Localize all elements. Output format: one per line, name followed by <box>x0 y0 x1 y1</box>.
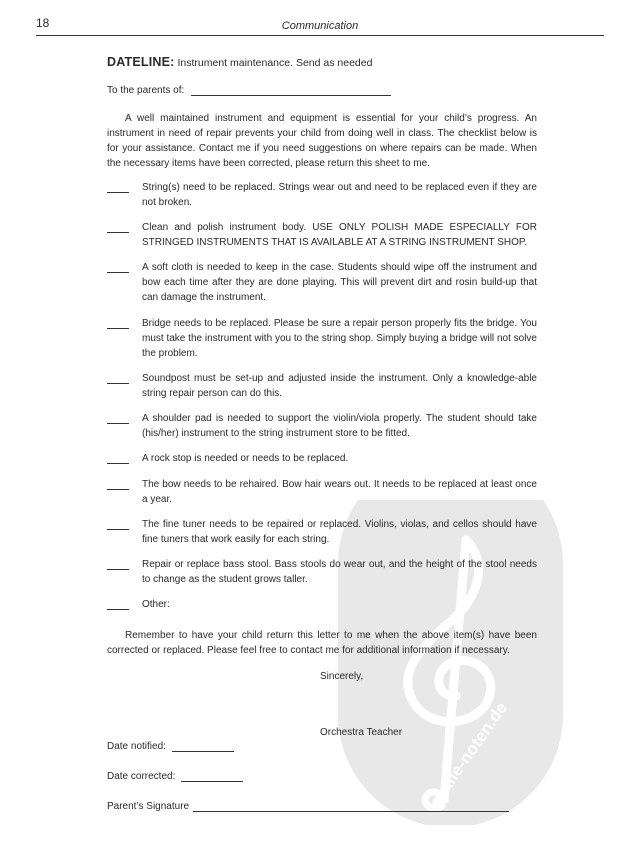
checkbox-blank-line[interactable] <box>107 569 129 570</box>
date-corrected-label: Date corrected: <box>107 771 176 782</box>
checklist-item-text: Repair or replace bass stool. Bass stools do wear out, and the height of the stool needs to change as the student grows taller. <box>142 559 537 585</box>
checkbox-blank-line[interactable] <box>107 328 129 329</box>
dateline-text: Instrument maintenance. Send as needed <box>177 57 373 69</box>
parent-signature-line[interactable] <box>193 801 509 812</box>
sincerely: Sincerely, <box>320 671 364 682</box>
checkbox-blank-line[interactable] <box>107 609 129 610</box>
date-notified-label: Date notified: <box>107 741 166 752</box>
checkbox-blank-line[interactable] <box>107 529 129 530</box>
checklist-item <box>107 477 537 507</box>
checkbox-blank-line[interactable] <box>107 463 129 464</box>
checklist-item-text: Bridge needs to be replaced. Please be sure a repair person properly fits the bridge. You must take the instrument with you to the string shop. Simply buying a bridge will not solve the problem. <box>142 318 537 359</box>
salutation <box>107 85 391 96</box>
date-notified-field <box>107 741 234 752</box>
checklist-item <box>107 597 537 612</box>
date-corrected-field <box>107 771 243 782</box>
checklist-item <box>107 557 537 587</box>
checkbox-blank-line[interactable] <box>107 272 129 273</box>
intro-paragraph: A well maintained instrument and equipment is essential for your child’s progress. An instrument in need of repair prevents your child from doing well in class. The checklist below is for your assistance. Contact me if you need suggestions on where repairs can be made. When the necessary items have been corrected, please return this sheet to me. <box>107 113 537 169</box>
running-head: Communication <box>281 20 359 32</box>
parent-signature-label: Parent’s Signature <box>107 801 190 812</box>
checklist-item-text: Soundpost must be set-up and adjusted inside the instrument. Only a knowledge-able string repair person can do this. <box>142 373 537 399</box>
watermark-logo <box>338 500 563 825</box>
checkbox-blank-line[interactable] <box>107 192 129 193</box>
checklist-item-text: The bow needs to be rehaired. Bow hair wears out. It needs to be replaced at least once a year. <box>142 479 537 505</box>
checkbox-blank-line[interactable] <box>107 423 129 424</box>
checklist-item <box>107 371 537 401</box>
page-number: 18 <box>36 16 50 30</box>
checklist-item-text: Other: <box>142 599 170 610</box>
checklist-item-text: Clean and polish instrument body. USE ONLY POLISH MADE ESPECIALLY FOR STRINGED INSTRUMENTS THAT IS AVAILABLE AT A STRING INSTRUMENT SHOP. <box>142 222 537 248</box>
salutation-label: To the parents of: <box>107 85 185 96</box>
checklist-item <box>107 180 537 210</box>
dateline <box>107 55 372 69</box>
checklist-item-text: A rock stop is needed or needs to be replaced. <box>142 453 349 464</box>
checklist-item <box>107 411 537 441</box>
checkbox-blank-line[interactable] <box>107 489 129 490</box>
checklist-item <box>107 451 537 466</box>
checklist-item-text: String(s) need to be replaced. Strings wear out and need to be replaced even if they are not broken. <box>142 182 537 208</box>
signature-title: Orchestra Teacher <box>320 727 403 738</box>
checklist-item-text: A soft cloth is needed to keep in the case. Students should wipe off the instrument and bow each time after they are done playing. This will prevent dirt and rosin build-up that can damage the instrument. <box>142 262 537 303</box>
checklist-item <box>107 220 537 250</box>
dateline-label: DATELINE: <box>107 55 175 69</box>
header-rule <box>36 35 604 36</box>
date-notified-line[interactable] <box>172 741 234 752</box>
checklist-item <box>107 260 537 305</box>
checklist-item <box>107 316 537 361</box>
closing-paragraph: Remember to have your child return this letter to me when the above item(s) have been corrected or replaced. Please feel free to contact me for additional information if necessary. <box>107 630 537 656</box>
checklist-item <box>107 517 537 547</box>
parent-signature-field <box>107 801 509 812</box>
date-corrected-line[interactable] <box>181 771 243 782</box>
checkbox-blank-line[interactable] <box>107 232 129 233</box>
parent-name-line[interactable] <box>191 85 391 96</box>
checkbox-blank-line[interactable] <box>107 383 129 384</box>
checklist-item-text: The fine tuner needs to be repaired or replaced. Violins, violas, and cellos should have fine tuners that work easily for each string. <box>142 519 537 545</box>
checklist-item-text: A shoulder pad is needed to support the violin/viola properly. The student should take (his/her) instrument to the string instrument store to be fitted. <box>142 413 537 439</box>
